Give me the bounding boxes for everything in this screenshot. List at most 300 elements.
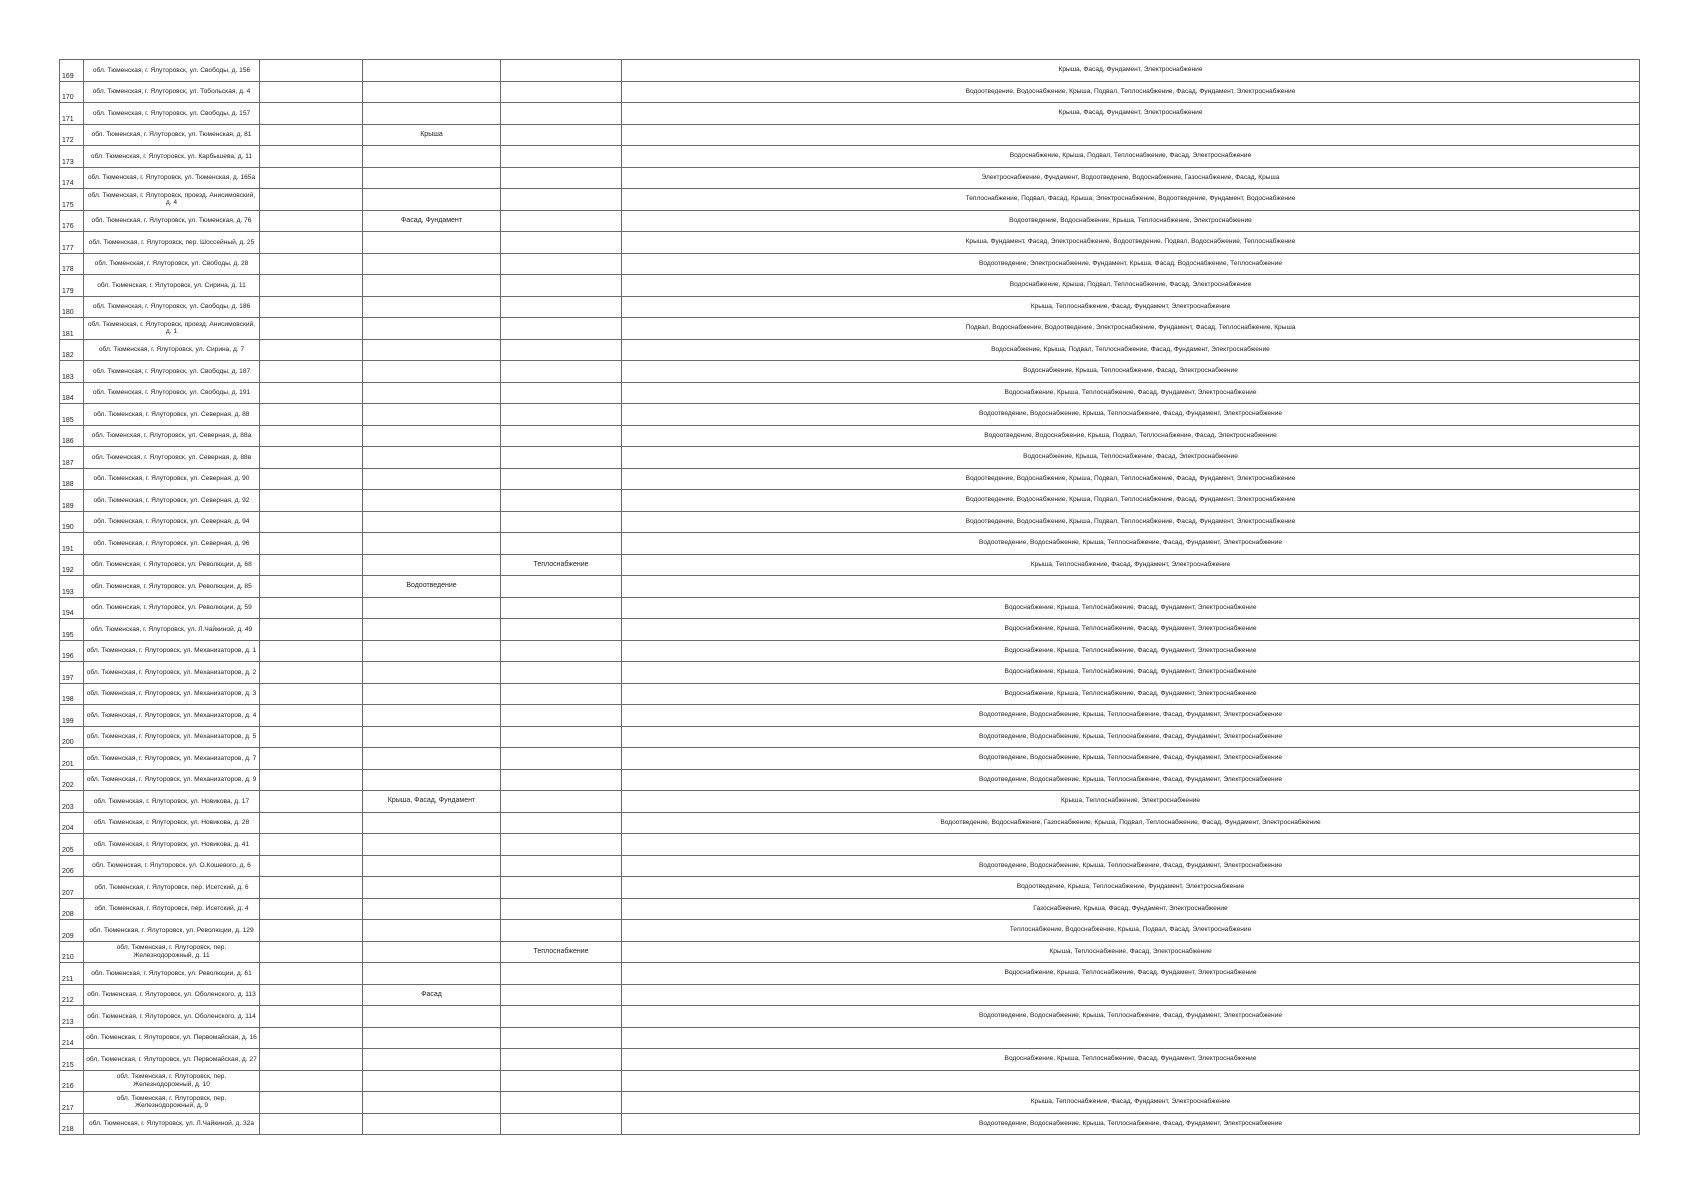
- table-row: [60, 1027, 1640, 1049]
- address-cell: обл. Тюменская, г. Ялуторовск, ул. Тюменская, д. 165а: [84, 167, 260, 189]
- column-5-cell: [501, 103, 622, 125]
- works-list-cell: Водоотведение, Водоснабжение, Крыша, Подвал, Теплоснабжение, Фасад, Фундамент, Электроснабжение: [622, 81, 1640, 103]
- column-5-cell: [501, 576, 622, 598]
- column-5-cell: [501, 253, 622, 275]
- address-cell: обл. Тюменская, г. Ялуторовск, ул. Северная, д. 94: [84, 511, 260, 533]
- column-4-cell: [363, 855, 501, 877]
- works-list-cell: Водоотведение, Водоснабжение, Крыша, Теплоснабжение, Фасад, Фундамент, Электроснабжение: [622, 748, 1640, 770]
- works-list-cell: Водоотведение, Водоснабжение, Крыша, Теплоснабжение, Фасад, Фундамент, Электроснабжение: [622, 1113, 1640, 1135]
- column-3-cell: [260, 726, 363, 748]
- column-3-cell: [260, 189, 363, 211]
- address-cell: обл. Тюменская, г. Ялуторовск, ул. Механизаторов, д. 4: [84, 705, 260, 727]
- address-cell: обл. Тюменская, г. Ялуторовск, ул. Механизаторов, д. 2: [84, 662, 260, 684]
- column-5-cell: [501, 877, 622, 899]
- column-5-cell: [501, 597, 622, 619]
- address-cell: обл. Тюменская, г. Ялуторовск, ул. Северная, д. 88в: [84, 447, 260, 469]
- row-number-cell: 170: [60, 81, 84, 103]
- works-list-cell: Газоснабжение, Крыша, Фасад, Фундамент, Электроснабжение: [622, 898, 1640, 920]
- column-5-cell: [501, 189, 622, 211]
- works-list-cell: Водоотведение, Крыша, Теплоснабжение, Фундамент, Электроснабжение: [622, 877, 1640, 899]
- row-number-cell: 211: [60, 963, 84, 985]
- address-cell: обл. Тюменская, г. Ялуторовск, ул. Свободы, д. 28: [84, 253, 260, 275]
- column-3-cell: [260, 769, 363, 791]
- row-number-cell: 171: [60, 103, 84, 125]
- address-cell: обл. Тюменская, г. Ялуторовск, ул. Северная, д. 90: [84, 468, 260, 490]
- row-number-cell: 202: [60, 769, 84, 791]
- row-number-cell: 183: [60, 361, 84, 383]
- column-5-cell: [501, 726, 622, 748]
- table-row: [60, 339, 1640, 361]
- address-cell: обл. Тюменская, г. Ялуторовск, ул. Тобольская, д. 4: [84, 81, 260, 103]
- column-4-cell: [363, 662, 501, 684]
- table-row: [60, 210, 1640, 232]
- works-list-cell: Водоотведение, Водоснабжение, Крыша, Теплоснабжение, Фасад, Фундамент, Электроснабжение: [622, 855, 1640, 877]
- row-number-cell: 181: [60, 318, 84, 340]
- column-3-cell: [260, 167, 363, 189]
- column-4-cell: [363, 1027, 501, 1049]
- row-number-cell: 180: [60, 296, 84, 318]
- column-5-cell: [501, 1049, 622, 1071]
- column-3-cell: [260, 382, 363, 404]
- works-list-cell: Крыша, Теплоснабжение, Фасад, Электроснабжение: [622, 941, 1640, 963]
- column-3-cell: [260, 425, 363, 447]
- column-3-cell: [260, 404, 363, 426]
- table-row: [60, 1006, 1640, 1028]
- works-list-cell: Водоснабжение, Крыша, Теплоснабжение, Фасад, Фундамент, Электроснабжение: [622, 640, 1640, 662]
- column-3-cell: [260, 941, 363, 963]
- column-5-cell: [501, 232, 622, 254]
- row-number-cell: 174: [60, 167, 84, 189]
- column-5-cell: [501, 318, 622, 340]
- works-list-cell: [622, 1027, 1640, 1049]
- row-number-cell: 215: [60, 1049, 84, 1071]
- table-row: [60, 361, 1640, 383]
- table-row: [60, 554, 1640, 576]
- column-4-cell: [363, 103, 501, 125]
- column-3-cell: [260, 318, 363, 340]
- column-3-cell: [260, 447, 363, 469]
- column-5-cell: [501, 81, 622, 103]
- row-number-cell: 196: [60, 640, 84, 662]
- address-cell: обл. Тюменская, г. Ялуторовск, ул. Революции, д. 59: [84, 597, 260, 619]
- address-cell: обл. Тюменская, г. Ялуторовск, пер. Исетский, д. 4: [84, 898, 260, 920]
- column-4-cell: [363, 296, 501, 318]
- table-row: [60, 253, 1640, 275]
- works-list-cell: Крыша, Теплоснабжение, Фасад, Фундамент, Электроснабжение: [622, 554, 1640, 576]
- column-5-cell: [501, 425, 622, 447]
- column-3-cell: [260, 898, 363, 920]
- row-number-cell: 207: [60, 877, 84, 899]
- row-number-cell: 198: [60, 683, 84, 705]
- column-4-cell: Фасад, Фундамент: [363, 210, 501, 232]
- table-row: [60, 662, 1640, 684]
- table-row: [60, 791, 1640, 813]
- column-4-cell: [363, 404, 501, 426]
- address-cell: обл. Тюменская, г. Ялуторовск, ул. Л.Чайкиной, д. 49: [84, 619, 260, 641]
- column-3-cell: [260, 1113, 363, 1135]
- table-row: [60, 1070, 1640, 1092]
- row-number-cell: 185: [60, 404, 84, 426]
- column-4-cell: [363, 769, 501, 791]
- column-5-cell: [501, 683, 622, 705]
- address-cell: обл. Тюменская, г. Ялуторовск, ул. Тюменская, д. 76: [84, 210, 260, 232]
- table-row: [60, 1113, 1640, 1135]
- table-row: [60, 726, 1640, 748]
- table-row: [60, 855, 1640, 877]
- row-number-cell: 192: [60, 554, 84, 576]
- column-3-cell: [260, 490, 363, 512]
- column-4-cell: [363, 382, 501, 404]
- column-5-cell: [501, 834, 622, 856]
- works-list-cell: Водоснабжение, Крыша, Теплоснабжение, Фасад, Фундамент, Электроснабжение: [622, 662, 1640, 684]
- row-number-cell: 184: [60, 382, 84, 404]
- address-cell: обл. Тюменская, г. Ялуторовск, ул. Механизаторов, д. 5: [84, 726, 260, 748]
- column-4-cell: [363, 1092, 501, 1114]
- works-list-cell: Водоотведение, Водоснабжение, Крыша, Теплоснабжение, Фасад, Фундамент, Электроснабжение: [622, 769, 1640, 791]
- column-5-cell: [501, 769, 622, 791]
- works-list-cell: Крыша, Фасад, Фундамент, Электроснабжение: [622, 60, 1640, 82]
- address-cell: обл. Тюменская, г. Ялуторовск, ул. Оболенского, д. 114: [84, 1006, 260, 1028]
- column-4-cell: [363, 339, 501, 361]
- works-list-cell: Водоотведение, Водоснабжение, Крыша, Теплоснабжение, Фасад, Фундамент, Электроснабжение: [622, 726, 1640, 748]
- works-list-cell: Крыша, Теплоснабжение, Электроснабжение: [622, 791, 1640, 813]
- column-5-cell: [501, 124, 622, 146]
- column-3-cell: [260, 855, 363, 877]
- column-3-cell: [260, 920, 363, 942]
- row-number-cell: 199: [60, 705, 84, 727]
- column-3-cell: [260, 103, 363, 125]
- table-row: [60, 275, 1640, 297]
- column-5-cell: [501, 812, 622, 834]
- column-3-cell: [260, 597, 363, 619]
- column-5-cell: [501, 468, 622, 490]
- address-cell: обл. Тюменская, г. Ялуторовск, ул. Революции, д. 68: [84, 554, 260, 576]
- column-3-cell: [260, 1006, 363, 1028]
- column-4-cell: [363, 941, 501, 963]
- column-5-cell: Теплоснабжение: [501, 941, 622, 963]
- table-row: [60, 705, 1640, 727]
- column-5-cell: [501, 705, 622, 727]
- column-3-cell: [260, 275, 363, 297]
- column-4-cell: [363, 1006, 501, 1028]
- row-number-cell: 189: [60, 490, 84, 512]
- works-list-cell: Водоснабжение, Крыша, Теплоснабжение, Фасад, Фундамент, Электроснабжение: [622, 619, 1640, 641]
- row-number-cell: 216: [60, 1070, 84, 1092]
- column-4-cell: [363, 425, 501, 447]
- column-4-cell: Фасад: [363, 984, 501, 1006]
- column-4-cell: [363, 361, 501, 383]
- column-4-cell: [363, 146, 501, 168]
- column-3-cell: [260, 812, 363, 834]
- column-4-cell: [363, 597, 501, 619]
- column-5-cell: [501, 447, 622, 469]
- row-number-cell: 197: [60, 662, 84, 684]
- column-5-cell: [501, 361, 622, 383]
- column-3-cell: [260, 576, 363, 598]
- column-3-cell: [260, 1092, 363, 1114]
- column-5-cell: Теплоснабжение: [501, 554, 622, 576]
- address-cell: обл. Тюменская, г. Ялуторовск, ул. Северная, д. 92: [84, 490, 260, 512]
- table-row: [60, 898, 1640, 920]
- works-list-cell: Электроснабжение, Фундамент, Водоотведение, Водоснабжение, Газоснабжение, Фасад, Крыша: [622, 167, 1640, 189]
- table-row: [60, 683, 1640, 705]
- works-list-cell: Водоотведение, Водоснабжение, Крыша, Подвал, Теплоснабжение, Фасад, Электроснабжение: [622, 425, 1640, 447]
- column-4-cell: [363, 253, 501, 275]
- table-row: [60, 296, 1640, 318]
- works-list-cell: Водоснабжение, Крыша, Подвал, Теплоснабжение, Фасад, Электроснабжение: [622, 146, 1640, 168]
- row-number-cell: 190: [60, 511, 84, 533]
- row-number-cell: 203: [60, 791, 84, 813]
- table-row: [60, 146, 1640, 168]
- address-cell: обл. Тюменская, г. Ялуторовск, ул. Революции, д. 129: [84, 920, 260, 942]
- table-row: [60, 468, 1640, 490]
- column-4-cell: [363, 877, 501, 899]
- row-number-cell: 213: [60, 1006, 84, 1028]
- row-number-cell: 195: [60, 619, 84, 641]
- works-list-cell: Крыша, Теплоснабжение, Фасад, Фундамент, Электроснабжение: [622, 1092, 1640, 1114]
- table-row: [60, 382, 1640, 404]
- column-5-cell: [501, 167, 622, 189]
- column-3-cell: [260, 60, 363, 82]
- table-row: [60, 490, 1640, 512]
- address-cell: обл. Тюменская, г. Ялуторовск, пер. Железнодорожный, д. 11: [84, 941, 260, 963]
- column-4-cell: [363, 726, 501, 748]
- column-4-cell: [363, 275, 501, 297]
- address-cell: обл. Тюменская, г. Ялуторовск, ул. Механизаторов, д. 7: [84, 748, 260, 770]
- works-list-cell: [622, 1070, 1640, 1092]
- address-cell: обл. Тюменская, г. Ялуторовск, ул. О.Кошевого, д. 6: [84, 855, 260, 877]
- column-4-cell: Крыша: [363, 124, 501, 146]
- column-3-cell: [260, 253, 363, 275]
- column-3-cell: [260, 296, 363, 318]
- row-number-cell: 188: [60, 468, 84, 490]
- column-3-cell: [260, 834, 363, 856]
- column-3-cell: [260, 146, 363, 168]
- column-3-cell: [260, 619, 363, 641]
- column-4-cell: [363, 554, 501, 576]
- row-number-cell: 206: [60, 855, 84, 877]
- row-number-cell: 194: [60, 597, 84, 619]
- column-4-cell: [363, 490, 501, 512]
- column-4-cell: [363, 232, 501, 254]
- column-5-cell: [501, 146, 622, 168]
- column-5-cell: [501, 1006, 622, 1028]
- works-list-cell: Водоотведение, Водоснабжение, Крыша, Подвал, Теплоснабжение, Фасад, Фундамент, Электроснабжение: [622, 468, 1640, 490]
- column-3-cell: [260, 683, 363, 705]
- column-5-cell: [501, 60, 622, 82]
- column-5-cell: [501, 963, 622, 985]
- column-4-cell: [363, 834, 501, 856]
- column-4-cell: [363, 533, 501, 555]
- row-number-cell: 191: [60, 533, 84, 555]
- table-row: [60, 318, 1640, 340]
- works-list-cell: Теплоснабжение, Подвал, Фасад, Крыша, Электроснабжение, Водоотведение, Фундамент, Водоснабжение: [622, 189, 1640, 211]
- column-5-cell: [501, 210, 622, 232]
- works-list-cell: Крыша, Фундамент, Фасад, Электроснабжение, Водоотведение, Подвал, Водоснабжение, Теплоснабжение: [622, 232, 1640, 254]
- column-3-cell: [260, 232, 363, 254]
- column-3-cell: [260, 877, 363, 899]
- works-list-cell: Водоотведение, Водоснабжение, Газоснабжение, Крыша, Подвал, Теплоснабжение, Фасад, Фундамент, Электроснабжение: [622, 812, 1640, 834]
- column-4-cell: [363, 683, 501, 705]
- address-cell: обл. Тюменская, г. Ялуторовск, ул. Революции, д. 85: [84, 576, 260, 598]
- column-3-cell: [260, 1049, 363, 1071]
- column-3-cell: [260, 748, 363, 770]
- column-4-cell: [363, 920, 501, 942]
- column-5-cell: [501, 533, 622, 555]
- row-number-cell: 212: [60, 984, 84, 1006]
- column-4-cell: [363, 640, 501, 662]
- address-cell: обл. Тюменская, г. Ялуторовск, ул. Сирина, д. 7: [84, 339, 260, 361]
- address-cell: обл. Тюменская, г. Ялуторовск, ул. Сирина, д. 11: [84, 275, 260, 297]
- column-5-cell: [501, 662, 622, 684]
- table-row: [60, 167, 1640, 189]
- address-cell: обл. Тюменская, г. Ялуторовск, пер. Исетский, д. 6: [84, 877, 260, 899]
- column-4-cell: [363, 81, 501, 103]
- column-3-cell: [260, 662, 363, 684]
- table-row: [60, 941, 1640, 963]
- column-5-cell: [501, 1070, 622, 1092]
- table-row: [60, 511, 1640, 533]
- column-4-cell: [363, 318, 501, 340]
- address-cell: обл. Тюменская, г. Ялуторовск, ул. Северная, д. 88: [84, 404, 260, 426]
- row-number-cell: 173: [60, 146, 84, 168]
- column-4-cell: [363, 705, 501, 727]
- column-3-cell: [260, 468, 363, 490]
- works-list-cell: Водоотведение, Водоснабжение, Крыша, Теплоснабжение, Электроснабжение: [622, 210, 1640, 232]
- column-5-cell: [501, 984, 622, 1006]
- works-list-cell: Водоснабжение, Крыша, Подвал, Теплоснабжение, Фасад, Фундамент, Электроснабжение: [622, 339, 1640, 361]
- address-cell: обл. Тюменская, г. Ялуторовск, пер. Железнодорожный, д. 9: [84, 1092, 260, 1114]
- column-3-cell: [260, 361, 363, 383]
- address-cell: обл. Тюменская, г. Ялуторовск, ул. Северная, д. 88а: [84, 425, 260, 447]
- works-list-cell: Водоснабжение, Крыша, Теплоснабжение, Фасад, Электроснабжение: [622, 447, 1640, 469]
- table-row: [60, 124, 1640, 146]
- table-body: [60, 60, 1640, 1135]
- address-cell: обл. Тюменская, г. Ялуторовск, ул. Свободы, д. 157: [84, 103, 260, 125]
- column-4-cell: Крыша, Фасад, Фундамент: [363, 791, 501, 813]
- table-row: [60, 877, 1640, 899]
- column-4-cell: Водоотведение: [363, 576, 501, 598]
- row-number-cell: 172: [60, 124, 84, 146]
- row-number-cell: 169: [60, 60, 84, 82]
- address-cell: обл. Тюменская, г. Ялуторовск, ул. Карбышева, д. 11: [84, 146, 260, 168]
- address-cell: обл. Тюменская, г. Ялуторовск, проезд. Анисимовский, д. 4: [84, 189, 260, 211]
- works-list-cell: Водоотведение, Водоснабжение, Крыша, Теплоснабжение, Фасад, Фундамент, Электроснабжение: [622, 705, 1640, 727]
- address-cell: обл. Тюменская, г. Ялуторовск, ул. Свободы, д. 156: [84, 60, 260, 82]
- column-5-cell: [501, 296, 622, 318]
- row-number-cell: 178: [60, 253, 84, 275]
- address-cell: обл. Тюменская, г. Ялуторовск, ул. Свободы, д. 186: [84, 296, 260, 318]
- works-list-cell: Водоотведение, Водоснабжение, Крыша, Подвал, Теплоснабжение, Фасад, Фундамент, Электроснабжение: [622, 511, 1640, 533]
- column-4-cell: [363, 468, 501, 490]
- row-number-cell: 217: [60, 1092, 84, 1114]
- column-4-cell: [363, 963, 501, 985]
- works-list-cell: Водоснабжение, Крыша, Теплоснабжение, Фасад, Фундамент, Электроснабжение: [622, 1049, 1640, 1071]
- table-row: [60, 576, 1640, 598]
- column-4-cell: [363, 898, 501, 920]
- works-list-cell: Водоснабжение, Крыша, Подвал, Теплоснабжение, Фасад, Электроснабжение: [622, 275, 1640, 297]
- row-number-cell: 186: [60, 425, 84, 447]
- table-row: [60, 769, 1640, 791]
- column-4-cell: [363, 60, 501, 82]
- address-cell: обл. Тюменская, г. Ялуторовск, ул. Первомайская, д. 16: [84, 1027, 260, 1049]
- row-number-cell: 201: [60, 748, 84, 770]
- row-number-cell: 209: [60, 920, 84, 942]
- column-3-cell: [260, 81, 363, 103]
- column-3-cell: [260, 124, 363, 146]
- address-cell: обл. Тюменская, г. Ялуторовск, ул. Механизаторов, д. 9: [84, 769, 260, 791]
- works-list-cell: Водоотведение, Электроснабжение, Фундамент, Крыша, Фасад, Водоснабжение, Теплоснабжение: [622, 253, 1640, 275]
- works-list-cell: Водоснабжение, Крыша, Теплоснабжение, Фасад, Фундамент, Электроснабжение: [622, 683, 1640, 705]
- column-4-cell: [363, 1113, 501, 1135]
- row-number-cell: 176: [60, 210, 84, 232]
- works-table: [59, 59, 1640, 1135]
- works-list-cell: Водоотведение, Водоснабжение, Крыша, Теплоснабжение, Фасад, Фундамент, Электроснабжение: [622, 1006, 1640, 1028]
- column-4-cell: [363, 812, 501, 834]
- works-list-cell: [622, 124, 1640, 146]
- column-5-cell: [501, 640, 622, 662]
- table-row: [60, 597, 1640, 619]
- table-row: [60, 81, 1640, 103]
- works-list-cell: Крыша, Фасад, Фундамент, Электроснабжение: [622, 103, 1640, 125]
- column-5-cell: [501, 791, 622, 813]
- address-cell: обл. Тюменская, г. Ялуторовск, ул. Новикова, д. 41: [84, 834, 260, 856]
- table-row: [60, 60, 1640, 82]
- column-3-cell: [260, 1070, 363, 1092]
- table-row: [60, 920, 1640, 942]
- table-row: [60, 619, 1640, 641]
- column-3-cell: [260, 640, 363, 662]
- row-number-cell: 208: [60, 898, 84, 920]
- table-row: [60, 425, 1640, 447]
- address-cell: обл. Тюменская, г. Ялуторовск, проезд. Анисимовский, д. 1: [84, 318, 260, 340]
- works-list-cell: Водоснабжение, Крыша, Теплоснабжение, Фасад, Фундамент, Электроснабжение: [622, 963, 1640, 985]
- row-number-cell: 210: [60, 941, 84, 963]
- address-cell: обл. Тюменская, г. Ялуторовск, ул. Л.Чайкиной, д. 32а: [84, 1113, 260, 1135]
- column-5-cell: [501, 855, 622, 877]
- works-list-cell: Крыша, Теплоснабжение, Фасад, Фундамент, Электроснабжение: [622, 296, 1640, 318]
- column-4-cell: [363, 189, 501, 211]
- table-row: [60, 447, 1640, 469]
- column-3-cell: [260, 533, 363, 555]
- address-cell: обл. Тюменская, г. Ялуторовск, ул. Новикова, д. 28: [84, 812, 260, 834]
- works-list-cell: Теплоснабжение, Водоснабжение, Крыша, Подвал, Фасад, Электроснабжение: [622, 920, 1640, 942]
- column-5-cell: [501, 404, 622, 426]
- column-4-cell: [363, 447, 501, 469]
- column-5-cell: [501, 1092, 622, 1114]
- column-5-cell: [501, 511, 622, 533]
- table-row: [60, 1092, 1640, 1114]
- column-4-cell: [363, 1049, 501, 1071]
- address-cell: обл. Тюменская, г. Ялуторовск, ул. Механизаторов, д. 3: [84, 683, 260, 705]
- column-4-cell: [363, 167, 501, 189]
- column-3-cell: [260, 705, 363, 727]
- column-5-cell: [501, 490, 622, 512]
- row-number-cell: 218: [60, 1113, 84, 1135]
- table-row: [60, 963, 1640, 985]
- row-number-cell: 177: [60, 232, 84, 254]
- works-list-cell: Водоснабжение, Крыша, Теплоснабжение, Фасад, Фундамент, Электроснабжение: [622, 597, 1640, 619]
- column-4-cell: [363, 619, 501, 641]
- table-row: [60, 1049, 1640, 1071]
- column-5-cell: [501, 275, 622, 297]
- row-number-cell: 179: [60, 275, 84, 297]
- works-list-cell: [622, 576, 1640, 598]
- column-3-cell: [260, 791, 363, 813]
- works-list-cell: Водоотведение, Водоснабжение, Крыша, Теплоснабжение, Фасад, Фундамент, Электроснабжение: [622, 533, 1640, 555]
- address-cell: обл. Тюменская, г. Ялуторовск, ул. Оболенского, д. 113: [84, 984, 260, 1006]
- table-row: [60, 834, 1640, 856]
